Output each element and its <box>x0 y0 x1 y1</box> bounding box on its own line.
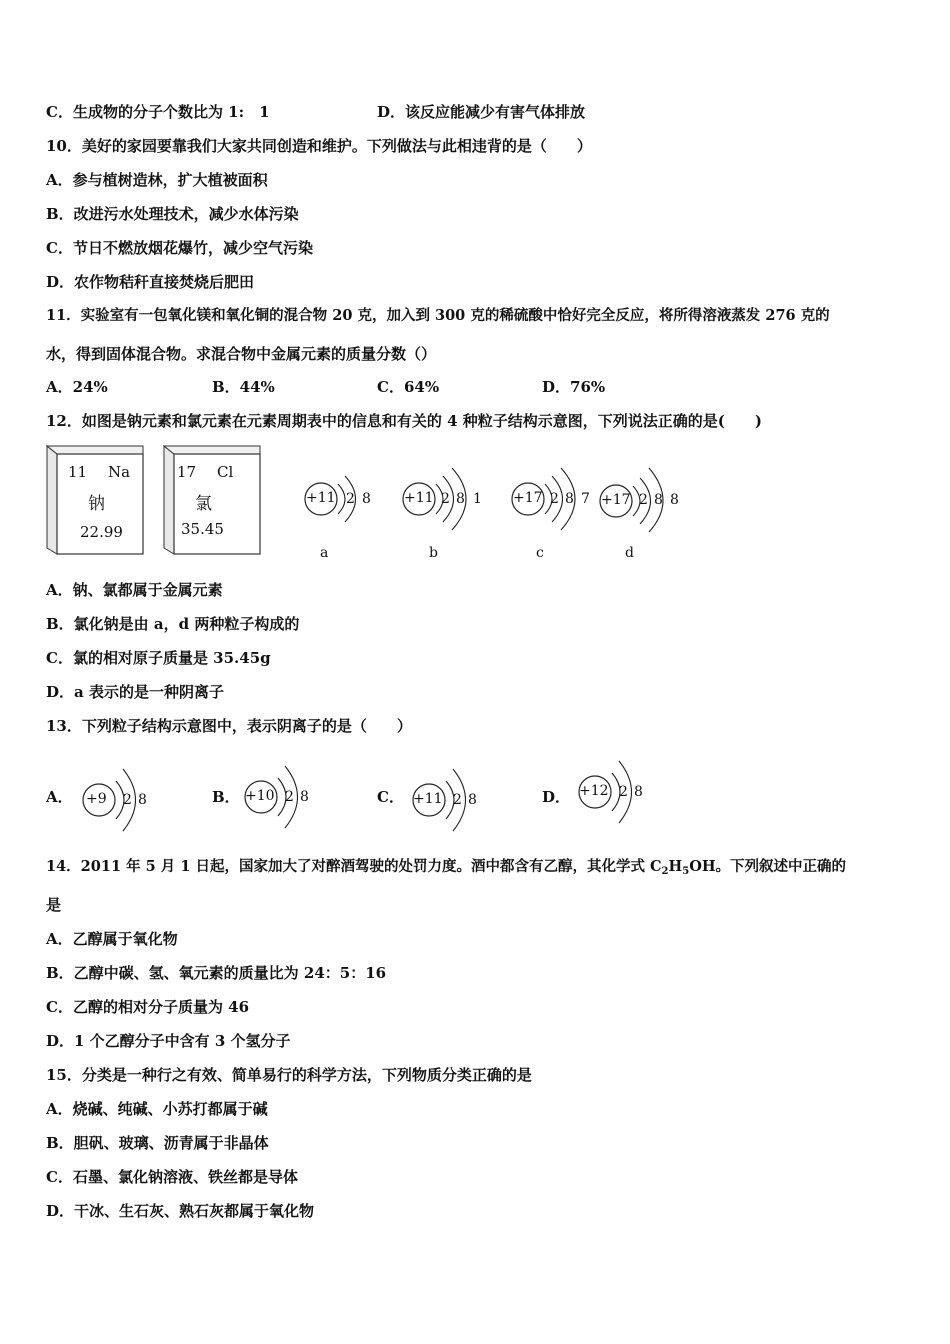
atom-diagram-c <box>509 470 609 561</box>
tile-name: 钠 <box>88 494 105 514</box>
q13-stem: 13．下列粒子结构示意图中，表示阴离子的是（ ） <box>46 717 412 735</box>
q14-stem-pre: 14．2011 年 5 月 1 日起，国家加大了对醉酒驾驶的处罚力度。酒中都含有乙醇，其化学式 C <box>46 858 662 875</box>
q12-stem: 12．如图是钠元素和氯元素在元素周期表中的信息和有关的 4 种粒子结构示意图，下列说法正确的是( ) <box>46 412 762 430</box>
q13-option-d-letter: D． <box>542 788 571 806</box>
tile-symbol: Na <box>108 463 131 481</box>
q13-diagram-c <box>410 765 490 835</box>
q14-stem-post: OH。下列叙述中正确的 <box>689 858 847 875</box>
tile-atomic-number: 11 <box>68 463 88 481</box>
nucleus-charge: +12 <box>579 783 609 799</box>
shell-electrons-3: 7 <box>581 491 590 507</box>
diagram-label: c <box>536 545 544 561</box>
diagram-label: b <box>429 545 438 561</box>
shell-electrons-1: 2 <box>441 491 450 507</box>
q15-option-a: A．烧碱、纯碱、小苏打都属于碱 <box>46 1100 268 1118</box>
nucleus-charge: +11 <box>306 490 336 506</box>
q15-option-c: C．石墨、氯化钠溶液、铁丝都是导体 <box>46 1168 298 1186</box>
q12-option-b: B．氯化钠是由 a，d 两种粒子构成的 <box>46 615 300 633</box>
shell-electrons-1: 2 <box>346 491 355 507</box>
tile-symbol: Cl <box>217 463 234 481</box>
q13-option-a-letter: A． <box>46 788 73 806</box>
q11-stem-line2: 水，得到固体混合物。求混合物中金属元素的质量分数（） <box>46 345 437 363</box>
shell-electrons-2: 8 <box>565 491 574 507</box>
tile-name: 氯 <box>195 494 212 514</box>
nucleus-charge: +17 <box>513 490 543 506</box>
q12-option-c: C．氯的相对原子质量是 35.45g <box>46 649 271 667</box>
shell-electrons-2: 8 <box>362 491 371 507</box>
q14-option-c: C．乙醇的相对分子质量为 46 <box>46 998 250 1016</box>
tile-atomic-mass: 35.45 <box>181 520 224 538</box>
tile-atomic-mass: 22.99 <box>80 523 123 541</box>
q15-option-d: D．干冰、生石灰、熟石灰都属于氧化物 <box>46 1202 315 1220</box>
q10-option-a: A．参与植树造林，扩大植被面积 <box>46 171 268 189</box>
shell-electrons-2: 8 <box>300 789 309 805</box>
atom-diagram-d <box>597 470 697 561</box>
element-tile-chlorine <box>163 445 263 557</box>
q9-option-c: C．生成物的分子个数比为 1: 1 <box>46 103 270 121</box>
q14-hydrogen: H <box>668 858 683 875</box>
shell-electrons-1: 2 <box>453 792 462 808</box>
q11-stem-line1: 11．实验室有一包氧化镁和氧化铜的混合物 20 克，加入到 300 克的稀硫酸中恰好完全反应，将所得溶液蒸发 276 克的 <box>46 307 830 324</box>
q13-option-c-letter: C． <box>377 788 404 806</box>
diagram-label: a <box>320 545 329 561</box>
shell-electrons-2: 8 <box>634 784 643 800</box>
shell-electrons-2: 8 <box>468 792 477 808</box>
shell-electrons-2: 8 <box>138 792 147 808</box>
q11-option-b: B．44% <box>212 378 275 396</box>
element-tile-sodium <box>46 445 146 557</box>
tile-atomic-number: 17 <box>177 463 197 481</box>
shell-electrons-1: 2 <box>550 491 559 507</box>
nucleus-charge: +17 <box>601 492 631 508</box>
shell-electrons-2: 8 <box>456 491 465 507</box>
q9-option-d: D．该反应能减少有害气体排放 <box>377 103 586 121</box>
tile-frame <box>163 445 263 557</box>
atom-diagram-b <box>400 470 500 561</box>
nucleus-charge: +11 <box>404 490 434 506</box>
q13-diagram-d <box>576 757 656 827</box>
q11-option-c: C．64% <box>377 378 440 396</box>
q14-stem-line2: 是 <box>46 896 62 914</box>
q11-option-d: D．76% <box>542 378 606 396</box>
shell-electrons-1: 2 <box>639 492 648 508</box>
shell-electrons-3: 8 <box>670 492 679 508</box>
q14-subscript-h: 5 <box>682 866 690 877</box>
nucleus-charge: +10 <box>245 788 275 804</box>
q10-stem: 10．美好的家园要靠我们大家共同创造和维护。下列做法与此相违背的是（ ） <box>46 137 592 155</box>
shell-electrons-2: 8 <box>654 492 663 508</box>
shell-electrons-3: 1 <box>473 491 482 507</box>
q14-option-a: A．乙醇属于氧化物 <box>46 930 178 948</box>
q14-option-d: D．1 个乙醇分子中含有 3 个氢分子 <box>46 1032 291 1050</box>
q14-stem-line1 <box>46 857 846 882</box>
q10-option-d: D．农作物秸秆直接焚烧后肥田 <box>46 273 255 291</box>
shell-electrons-1: 2 <box>619 784 628 800</box>
q13-diagram-a <box>80 765 160 835</box>
q14-option-b: B．乙醇中碳、氢、氧元素的质量比为 24：5：16 <box>46 964 387 982</box>
diagram-label: d <box>625 545 634 561</box>
q15-option-b: B．胆矾、玻璃、沥青属于非晶体 <box>46 1134 269 1152</box>
shell-electrons-1: 2 <box>285 789 294 805</box>
q13-option-b-letter: B． <box>212 788 240 806</box>
q15-stem: 15．分类是一种行之有效、简单易行的科学方法，下列物质分类正确的是 <box>46 1066 532 1084</box>
q12-option-a: A．钠、氯都属于金属元素 <box>46 581 223 599</box>
q11-option-a: A．24% <box>46 378 108 396</box>
q12-option-d: D．a 表示的是一种阴离子 <box>46 683 224 701</box>
atom-diagram-a <box>302 470 382 561</box>
q14-subscript-c: 2 <box>661 866 669 877</box>
q10-option-b: B．改进污水处理技术，减少水体污染 <box>46 205 299 223</box>
shell-electrons-1: 2 <box>123 792 132 808</box>
q13-diagram-b <box>242 762 322 832</box>
nucleus-charge: +11 <box>413 791 443 807</box>
q10-option-c: C．节日不燃放烟花爆竹，减少空气污染 <box>46 239 313 257</box>
nucleus-charge: +9 <box>86 791 107 807</box>
